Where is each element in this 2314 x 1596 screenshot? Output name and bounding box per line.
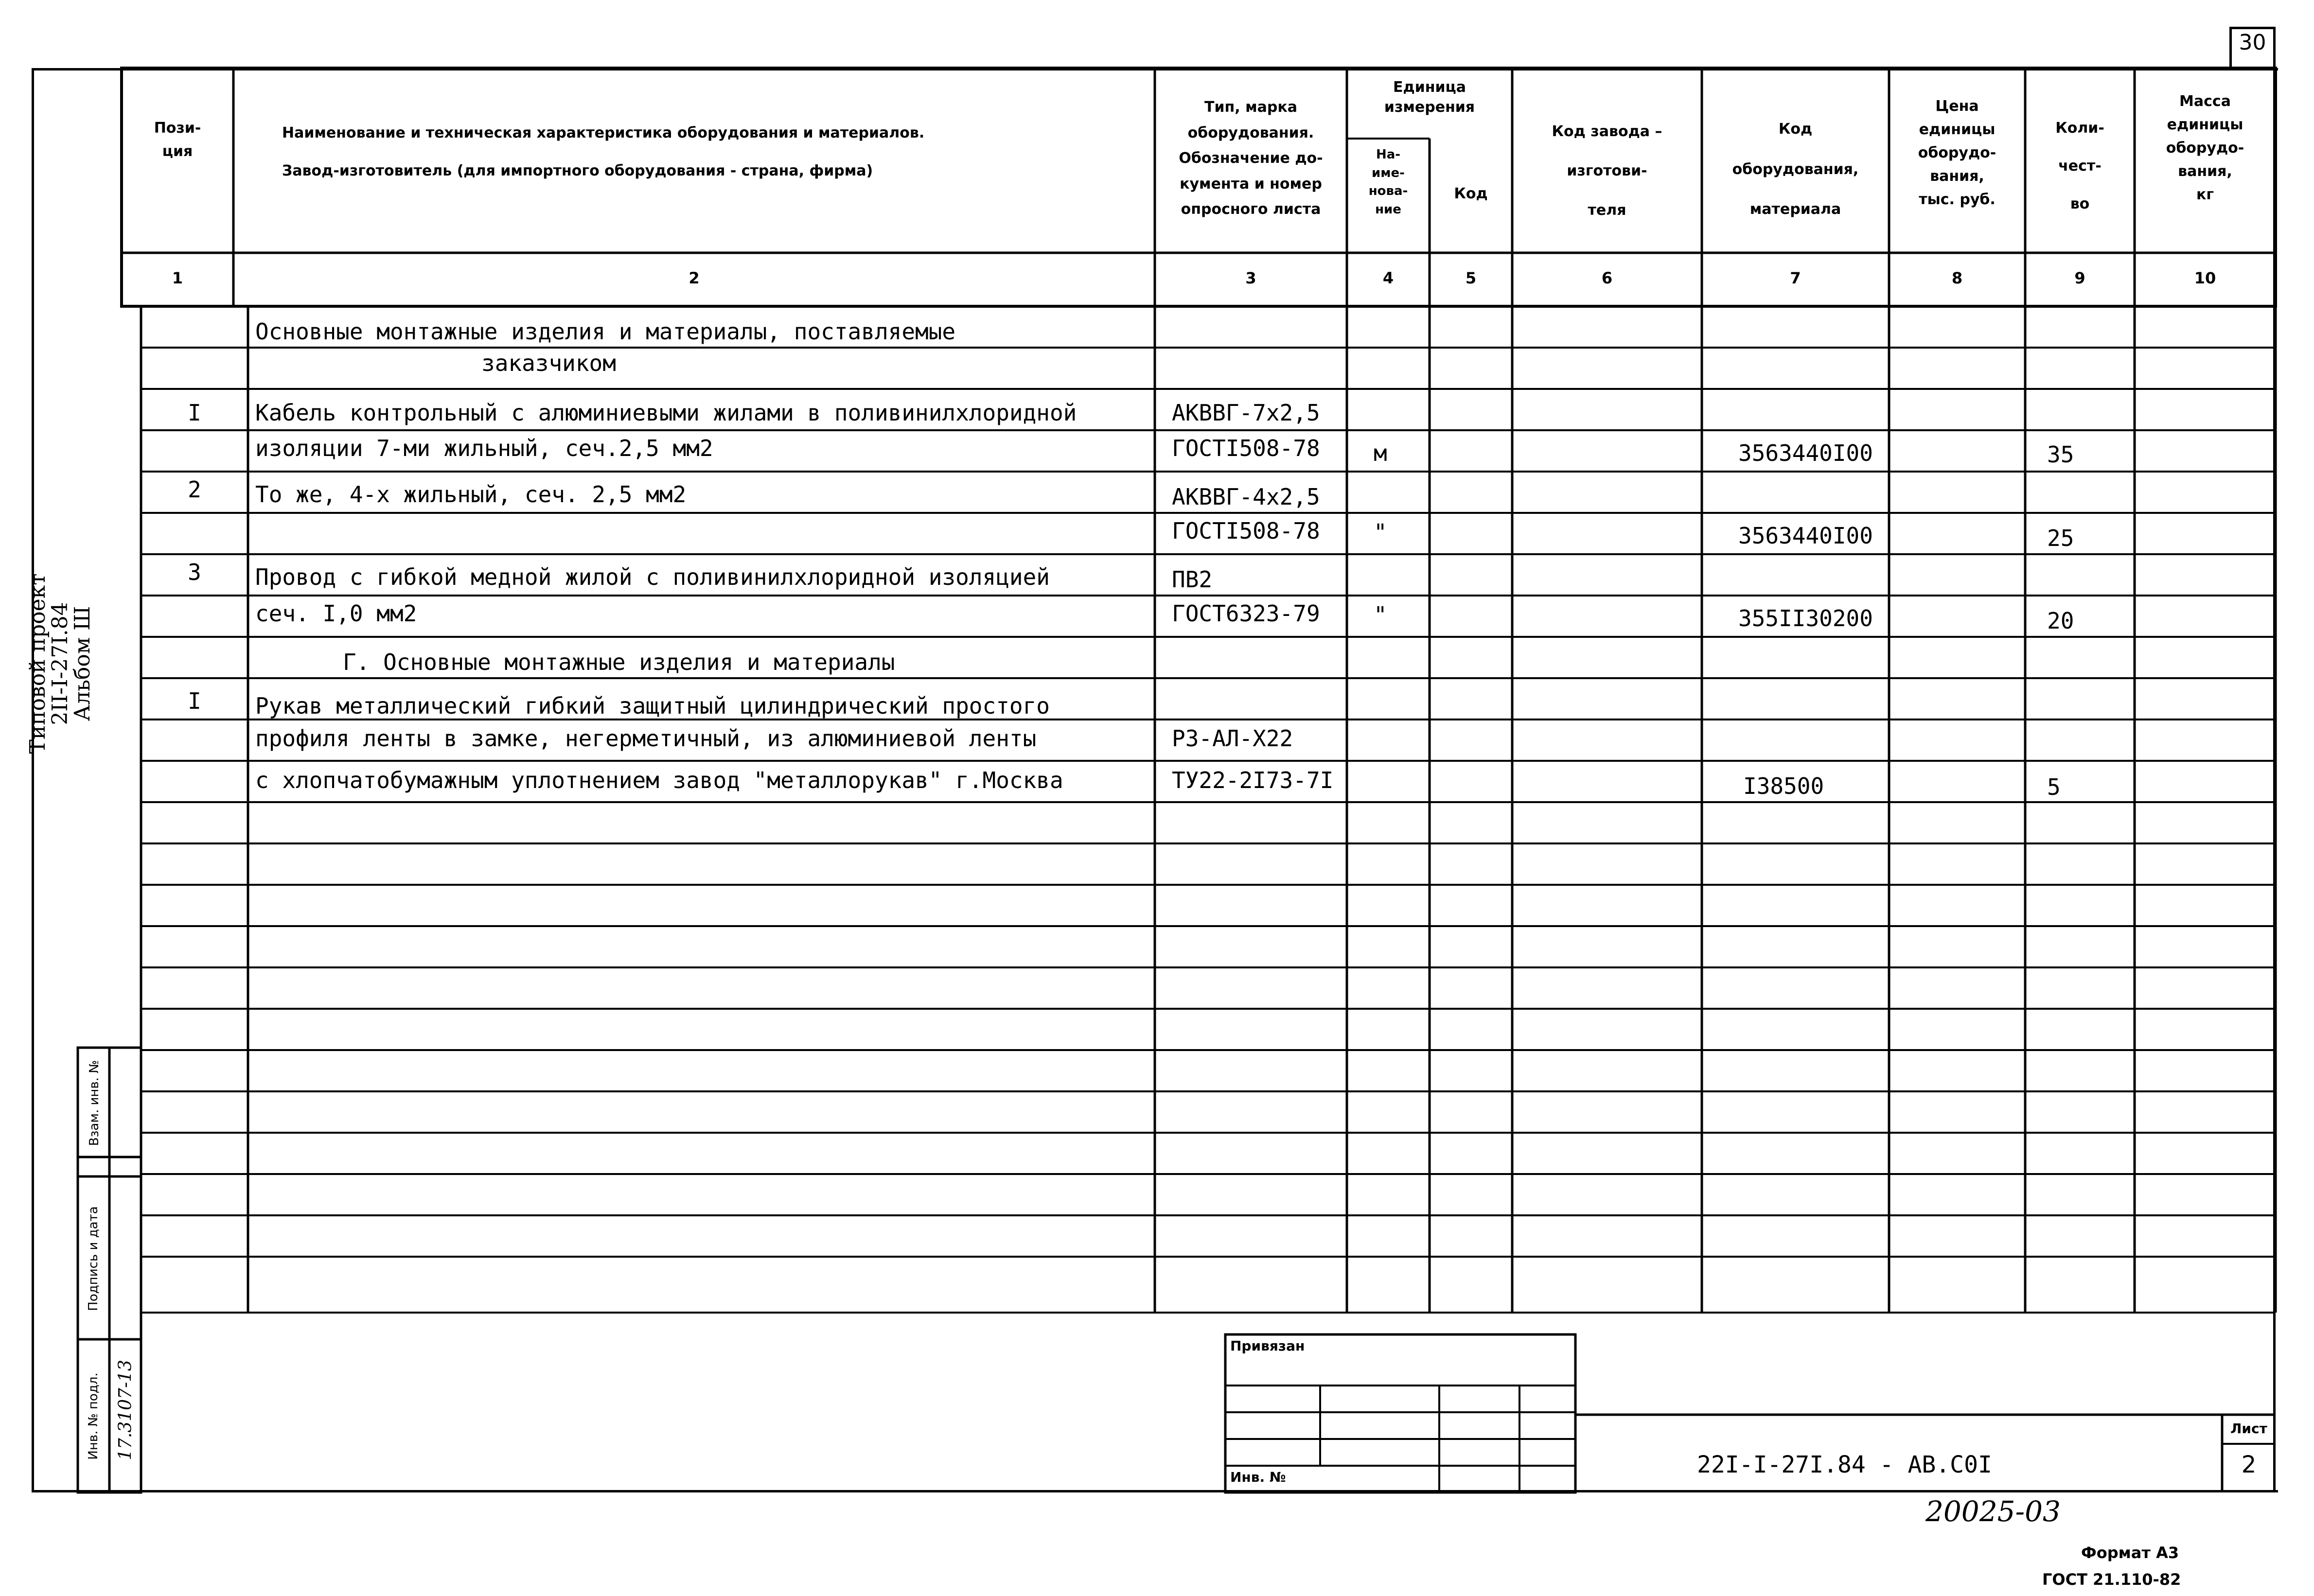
table-row-10-name: профиля ленты в замке, негерметичный, из алюминиевой ленты — [255, 725, 1037, 752]
table-row-7-qty: 20 — [2047, 608, 2074, 634]
table-row-5-type: ГОСТI508-78 — [1172, 518, 1320, 544]
col-header-equipment-code: Код оборудования, материала — [1732, 121, 1859, 218]
table-row-3-qty: 35 — [2047, 441, 2074, 468]
table-row-10-type: РЗ-АЛ-Х22 — [1172, 725, 1293, 752]
table-row-9-name: Рукав металлический гибкий защитный цилиндрический простого — [255, 693, 1050, 719]
table-row-3-code: 3563440I00 — [1738, 440, 1873, 466]
table-row-7-unit: " — [1374, 602, 1387, 628]
side-title-line2: 2II-I-27I.84 — [48, 602, 73, 725]
col-number-3: 3 — [1245, 269, 1256, 287]
col-number-4: 4 — [1382, 269, 1394, 287]
gost-label: ГОСТ 21.110-82 — [2042, 1570, 2181, 1589]
table-row-5-qty: 25 — [2047, 525, 2074, 551]
side-stamp-label-vzam: Взам. инв. № — [87, 1060, 102, 1146]
col-number-7: 7 — [1790, 269, 1801, 287]
table-row-7-code: 355II30200 — [1738, 605, 1873, 631]
table-row-0-name: Основные монтажные изделия и материалы, поставляемые — [255, 318, 956, 345]
col-number-8: 8 — [1951, 269, 1963, 287]
col-number-9: 9 — [2074, 269, 2085, 287]
side-stamp-label-sign: Подпись и дата — [86, 1206, 101, 1311]
table-row-4-type: АКВВГ-4х2,5 — [1172, 484, 1320, 510]
table-row-7-name: сеч. I,0 мм2 — [255, 600, 417, 627]
col-header-quantity: Коли- чест- во — [2055, 120, 2104, 212]
table-row-6-pos: 3 — [188, 559, 201, 585]
stamp-list-number: 2 — [2241, 1451, 2257, 1478]
col-header-unit-code: Код — [1454, 185, 1488, 202]
col-header-plant-code: Код завода – изготови- теля — [1552, 123, 1662, 219]
unit-group-header: Единица измерения — [1384, 79, 1475, 116]
col-number-10: 10 — [2194, 269, 2216, 287]
col-header-type: Тип, марка оборудования. Обозначение до- кумента и номер опросного листа — [1179, 99, 1323, 218]
table-row-2-pos: I — [188, 400, 201, 426]
col-header-mass: Масса единицы оборудо- вания, кг — [2166, 93, 2244, 203]
format-label: Формат А3 — [2081, 1543, 2179, 1562]
table-row-11-name: с хлопчатобумажным уплотнением завод "металлорукав" г.Москва — [255, 767, 1063, 793]
table-row-3-type: ГОСТI508-78 — [1172, 435, 1320, 461]
table-row-6-type: ПВ2 — [1172, 566, 1213, 593]
handwritten-archive-number: 20025-03 — [1925, 1495, 2061, 1528]
col-header-unit-name: На- име- нова- ние — [1368, 147, 1408, 217]
table-row-5-code: 3563440I00 — [1738, 523, 1873, 549]
col-number-1: 1 — [172, 269, 183, 287]
table-row-11-code: I38500 — [1743, 773, 1824, 799]
table-row-11-type: ТУ22-2I73-7I — [1172, 767, 1334, 793]
table-row-1-name: заказчиком — [481, 350, 616, 376]
table-row-6-name: Провод с гибкой медной жилой с поливинилхлоридной изоляцией — [255, 564, 1050, 590]
col-number-2: 2 — [689, 269, 700, 287]
col-header-position: Пози- ция — [154, 120, 201, 160]
table-row-2-type: АКВВГ-7х2,5 — [1172, 400, 1320, 426]
stamp-list-label: Лист — [2230, 1421, 2267, 1437]
side-title-line1: Типовой проект — [25, 573, 50, 754]
table-row-11-qty: 5 — [2047, 774, 2061, 800]
col-header-name-text: Наименование и техническая характеристика оборудования и материалов. Завод-изготовитель (для импортного оборудования - страна, фирма) — [282, 124, 925, 179]
table-row-5-unit: " — [1374, 519, 1387, 545]
table-row-8-name: Г. Основные монтажные изделия и материалы — [343, 649, 895, 675]
table-row-3-unit: м — [1374, 440, 1387, 466]
table-row-4-pos: 2 — [188, 476, 201, 503]
table-row-7-type: ГОСТ6323-79 — [1172, 600, 1320, 627]
top-sheet-number: 30 — [2239, 30, 2266, 55]
table-row-9-pos: I — [188, 688, 201, 714]
side-title-line3: Альбом Ш — [70, 606, 95, 721]
col-header-price: Цена единицы оборудо- вания, тыс. руб. — [1918, 98, 1996, 208]
table-row-2-name: Кабель контрольный с алюминиевыми жилами в поливинилхлоридной — [255, 400, 1077, 426]
stamp-inv-label: Инв. № — [1230, 1469, 1286, 1485]
table-row-3-name: изоляции 7-ми жильный, сеч.2,5 мм2 — [255, 435, 713, 461]
col-number-5: 5 — [1465, 269, 1477, 287]
document-designation: 22I-I-27I.84 - АВ.С0I — [1697, 1451, 1992, 1478]
side-stamp-inv-value: 17.3107-13 — [115, 1360, 136, 1460]
col-number-6: 6 — [1601, 269, 1613, 287]
table-row-4-name: То же, 4-х жильный, сеч. 2,5 мм2 — [255, 481, 687, 508]
stamp-privyazan-label: Привязан — [1230, 1338, 1305, 1354]
side-stamp-label-inv: Инв. № подл. — [86, 1372, 101, 1460]
